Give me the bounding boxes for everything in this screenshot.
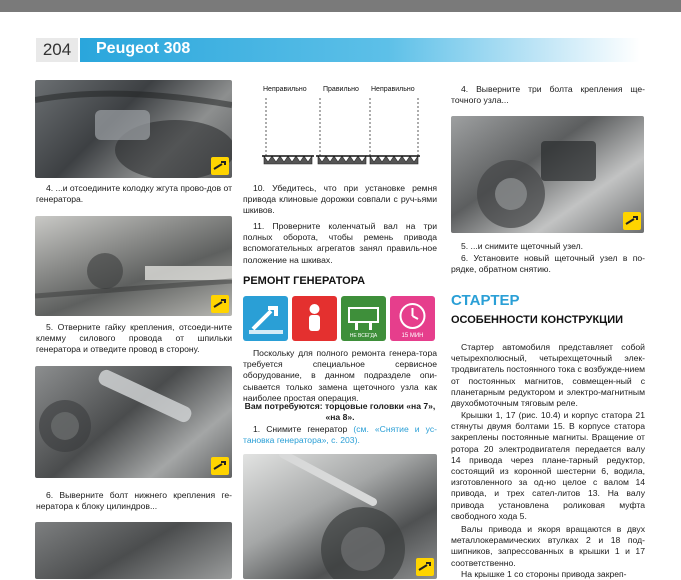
- right-para1: Стартер автомобиля представляет собой четырехполюсный, четырехщеточный элек-тродвигатель постоянного тока с возбужде-нием от постоянных магнитов, совмещен-ный с планетарным редуктором и электро-магнитным двухобмоточным тяговым реле.: [451, 342, 646, 409]
- middle-step11: 11. Проверните коленчатый вал на три полных оборота, чтобы ремень привода вспомогательных агрегатов занял правиль-ное положение на шкивах.: [243, 221, 437, 265]
- photo-lower-bolt: [35, 366, 232, 478]
- right-step5: 5. ...и снимите щеточный узел.: [461, 241, 583, 251]
- photo-bottom-left: [35, 522, 232, 579]
- section-title-generator-repair: РЕМОНТ ГЕНЕРАТОРА: [243, 275, 366, 287]
- middle-intro: Поскольку для полного ремонта генера-тора требуется специальное сервисное оборудование, в данном подразделе опи-сывается только замена щеточного узла как наиболее простая операция.: [243, 348, 437, 403]
- icon-label-time: 15 МИН: [401, 333, 424, 339]
- engine-illustration: [35, 216, 232, 316]
- brush-holder-illustration: [451, 116, 644, 233]
- photo-power-wire-nut: [35, 216, 232, 316]
- photo-generator-brush: [243, 454, 437, 579]
- engine-illustration: [35, 80, 232, 178]
- right-step6: 6. Установите новый щеточный узел в по-рядке, обратном снятию.: [451, 253, 645, 275]
- diagram-label-wrong-left: Неправильно: [263, 86, 307, 93]
- wrench-badge-icon: [211, 157, 229, 175]
- left-step5-caption: 5. Отверните гайку крепления, отсоеди-ните клемму силового провода от шпильки генератора и отведите провод в сторону.: [36, 322, 232, 355]
- tools-needed: Вам потребуются: торцовые головки «на 7», «на 8».: [244, 401, 436, 423]
- generator-illustration: [243, 454, 437, 579]
- middle-step1: 1. Снимите генератор (см. «Снятие и ус-тановка генератора», с. 203).: [243, 424, 437, 446]
- right-step4: 4. Выверните три болта крепления ще-точного узла...: [451, 84, 645, 106]
- photo-harness-connector: [35, 80, 232, 178]
- right-para2: Крышки 1, 17 (рис. 10.4) и корпус статора 21 стянуты двумя болтами 15. В корпусе статора закреплены постоянные магниты. Вращение от ротора 20 электродвигателя передается валу 14 привода через плане-тарный редуктор, состоящий из коронной шестерни 6, водила, изготовленного за од-но целое с валом 14 привода, и трех сател-литов 13. На валу привода установлена роликовая муфта свободного хода 5.: [451, 410, 645, 521]
- top-bar: [0, 0, 681, 12]
- section-title-starter: СТАРТЕР: [451, 292, 520, 309]
- diagram-label-wrong-right: Неправильно: [371, 86, 415, 93]
- middle-step10: 10. Убедитесь, что при установке ремня привода клиновые дорожки совпали с руч-ьями шкивов.: [243, 183, 437, 216]
- page-number: 204: [36, 38, 78, 62]
- lift-icon: [341, 296, 386, 341]
- left-step6-caption: 6. Выверните болт нижнего крепления ге-нератора к блоку цилиндров...: [36, 490, 232, 512]
- tools-icon: [243, 296, 288, 341]
- wrench-badge-icon: [416, 558, 434, 576]
- belt-alignment-diagram: [258, 96, 426, 170]
- subsection-title-design: ОСОБЕННОСТИ КОНСТРУКЦИИ: [451, 314, 624, 326]
- diagram-label-correct: Правильно: [323, 86, 359, 93]
- clock-icon: [390, 296, 435, 341]
- wrench-badge-icon: [211, 457, 229, 475]
- photo-brush-assembly: [451, 116, 644, 233]
- link-generator-removal[interactable]: (см. «Снятие и ус-тановка генератора», с. 203).: [243, 424, 437, 446]
- icon-label-not-always: НЕ ВСЕГДА: [349, 333, 378, 339]
- right-para3: Валы привода и якоря вращаются в двух металлокерамических втулках 2 и 18 под-шипников, запрессованных в крышки 1 и 17 соответственно.: [451, 524, 645, 568]
- right-para4: На крышке 1 со стороны привода закреп-: [461, 569, 627, 579]
- ratchet-illustration: [35, 366, 232, 478]
- person-icon: [292, 296, 337, 341]
- book-title: Peugeot 308: [96, 40, 191, 57]
- wrench-badge-icon: [623, 212, 641, 230]
- wrench-badge-icon: [211, 295, 229, 313]
- left-step4-caption: 4. ...и отсоедините колодку жгута прово-дов от генератора.: [36, 183, 232, 205]
